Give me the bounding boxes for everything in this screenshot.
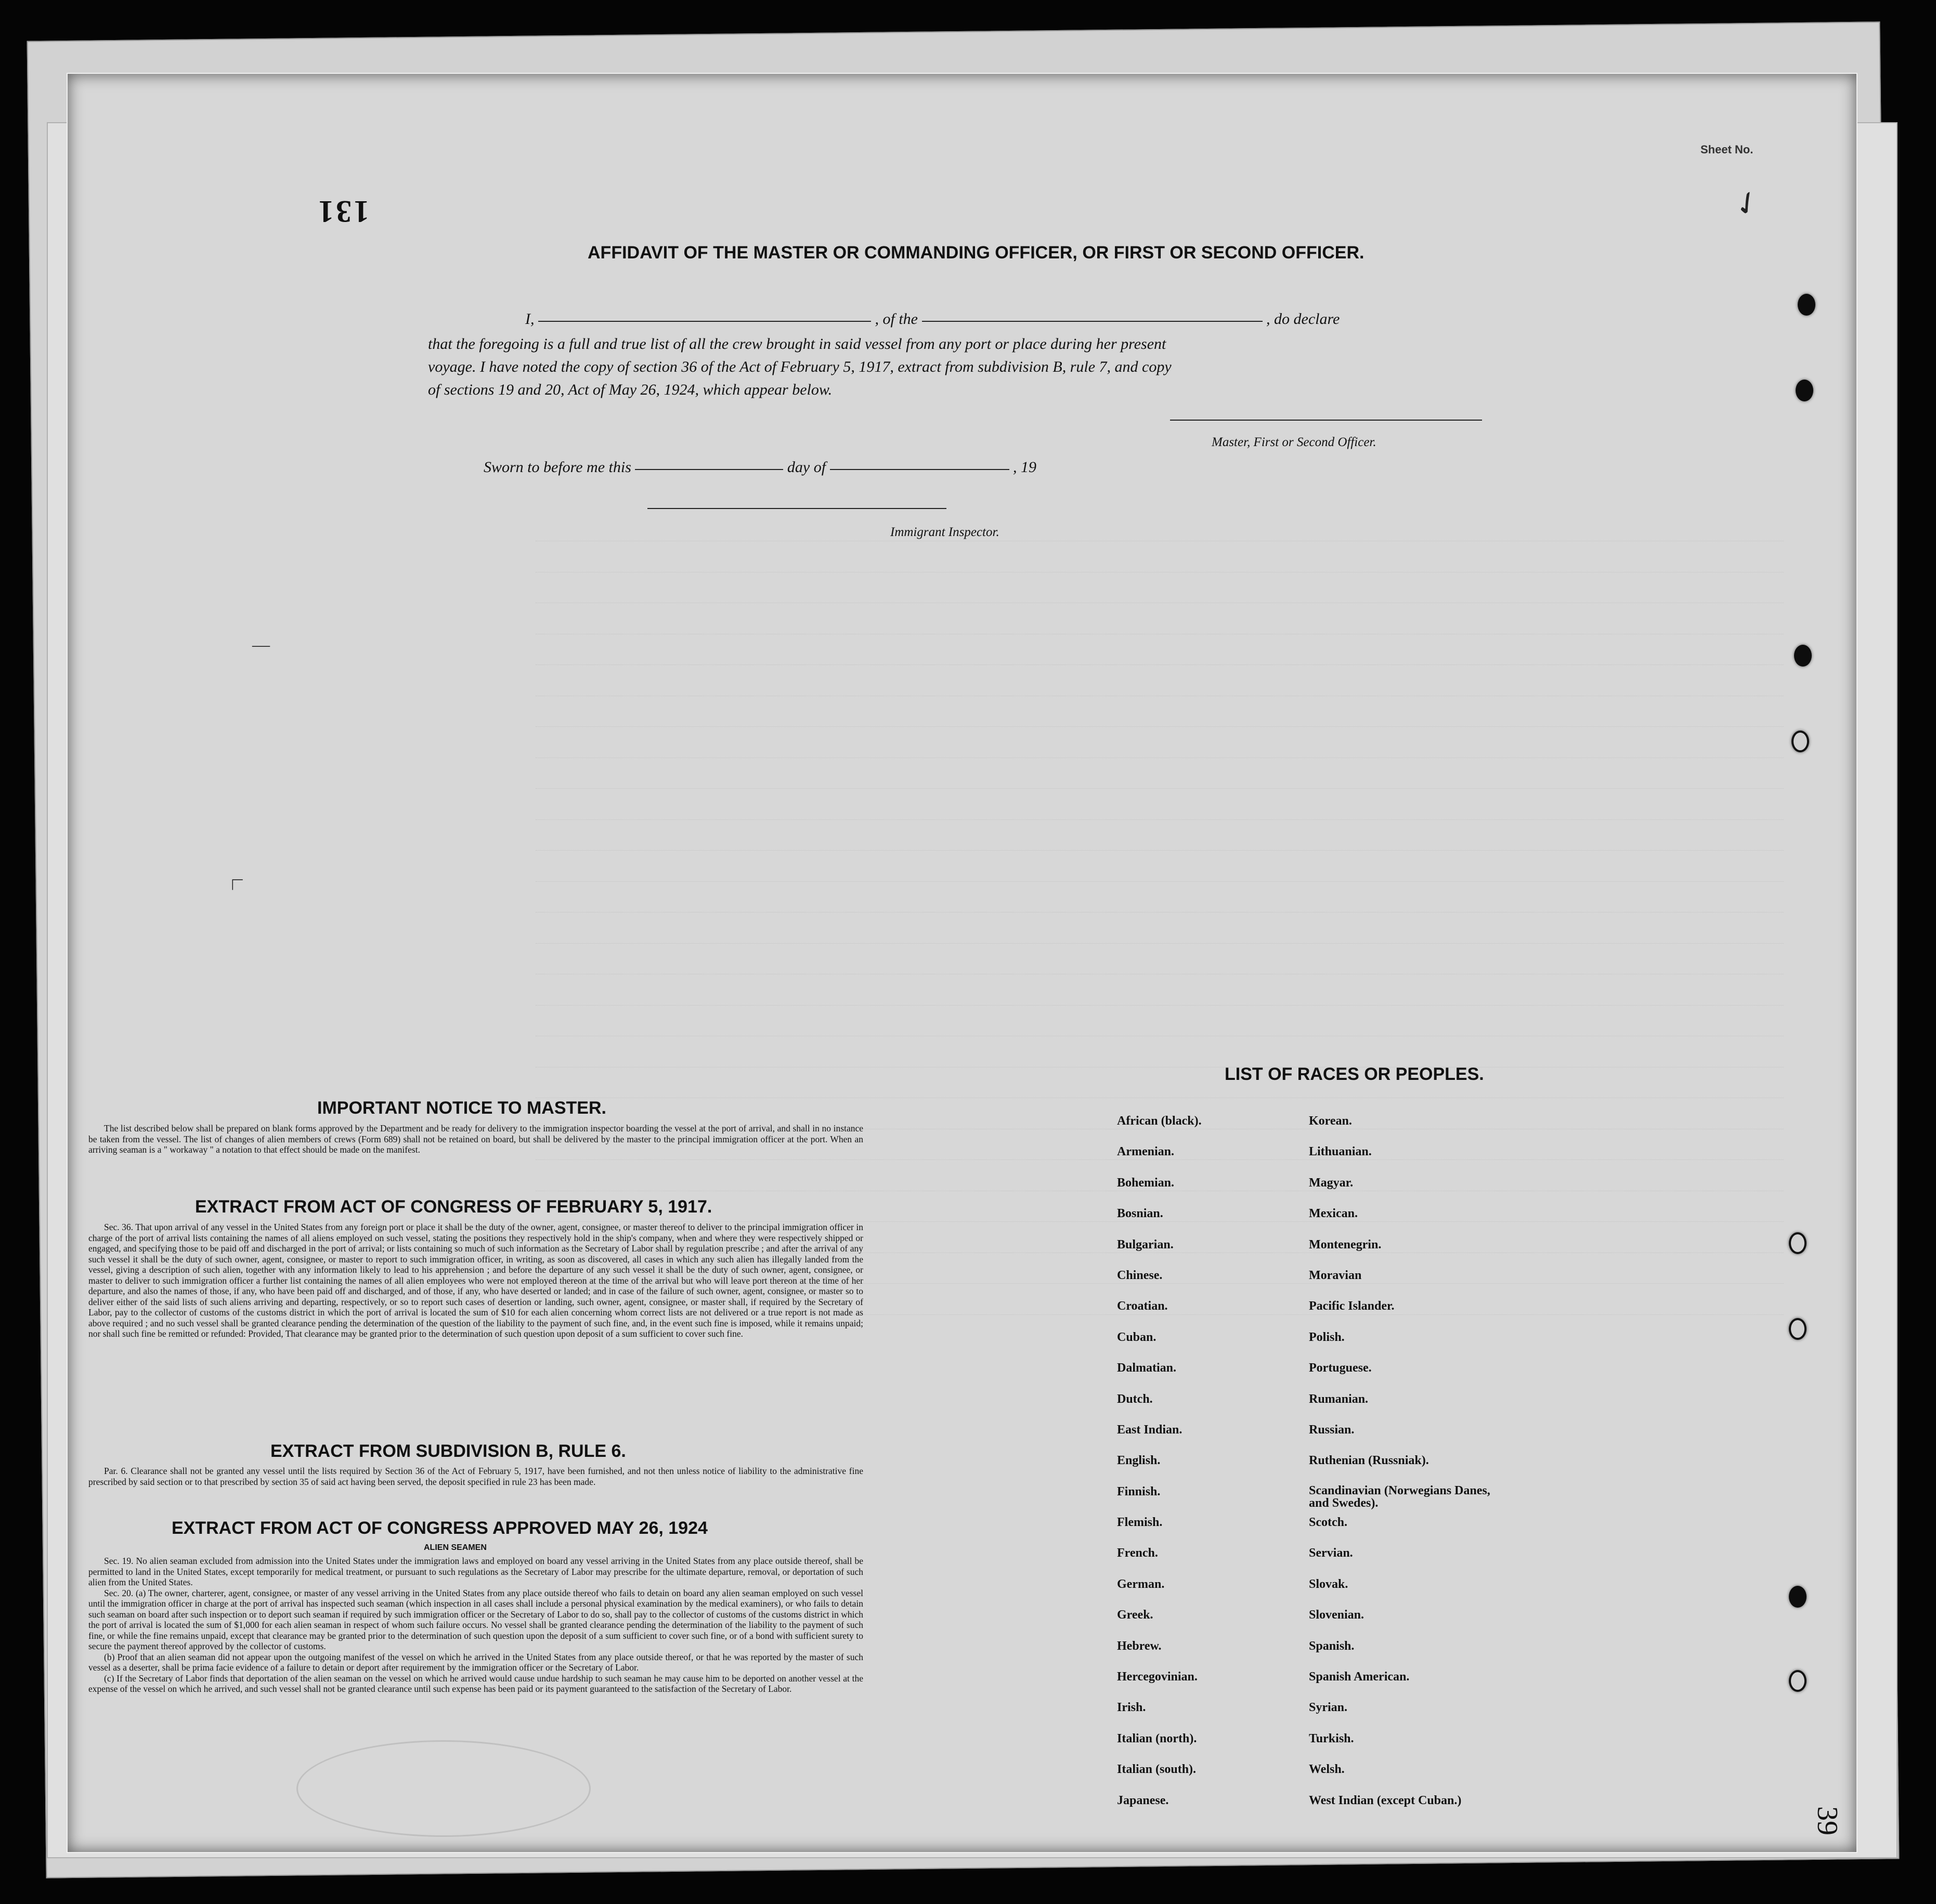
race-item: Irish. — [1117, 1701, 1146, 1715]
sworn-year: , 19 — [1013, 459, 1037, 476]
race-item: Italian (south). — [1117, 1763, 1197, 1777]
race-item: Montenegrin. — [1309, 1237, 1382, 1251]
race-item: Greek. — [1117, 1608, 1153, 1622]
race-item: French. — [1117, 1546, 1158, 1560]
punch-hole — [1796, 380, 1813, 401]
signature-line[interactable] — [1170, 420, 1482, 421]
important-notice-paragraph: The list described below shall be prepared on blank forms approved by the Department and be ready for delivery to the immigration inspector boarding the vessel at the port of arrival, and shall in no instance be taken from the vessel. The list of changes of alien members of crews (Form 689) shall not be retained on board, but shall be delivered by the master to the principal immigration officer at the port. When an arriving seaman is a " workaway " a notation to that effect should be made on the manifest. — [88, 1123, 863, 1155]
sec-20c-paragraph: (c) If the Secretary of Labor finds that deportation of the alien seaman on the vessel on which he arrived would cause undue hardship to such seaman he may cause him to be deported on another vessel at the expense of the vessel on which he arrived, and such vessel shall not be granted clearance until such expense has been paid or its payment guaranteed to the satisfaction of the Secretary of Labor. — [88, 1673, 863, 1694]
punch-hole — [1798, 294, 1815, 316]
races-left-column — [1117, 1114, 1315, 1824]
extract-rule6-paragraph: Par. 6. Clearance shall not be granted any vessel until the lists required by Section 36 of the Act of February 5, 1917, have been furnished, and not then unless notice of liability to the administrative fine prescribed by said section or to that prescribed by section 35 of said act having been served, the deposit specified in rule 23 has been made. — [88, 1466, 863, 1487]
alien-seamen-subheading: ALIEN SEAMEN — [424, 1543, 487, 1552]
affidavit-heading: AFFIDAVIT OF THE MASTER OR COMMANDING OFFICER, OR FIRST OR SECOND OFFICER. — [588, 243, 1365, 263]
races-right-column — [1309, 1114, 1506, 1824]
race-item: Hercegovinian. — [1117, 1670, 1198, 1684]
race-item: Bosnian. — [1117, 1207, 1163, 1221]
affidavit-body-line-3: of sections 19 and 20, Act of May 26, 1924, which appear below. — [428, 381, 833, 398]
race-item: Spanish American. — [1309, 1670, 1410, 1684]
race-item: Welsh. — [1309, 1763, 1345, 1777]
sheet-label: Sheet No. — [1700, 143, 1753, 156]
sworn-day-field[interactable] — [635, 467, 783, 470]
race-item: Servian. — [1309, 1546, 1353, 1560]
faded-stamp — [296, 1740, 591, 1837]
bleed-through-row — [536, 681, 1784, 696]
race-item: Scotch. — [1309, 1516, 1347, 1530]
sec-20a-paragraph: Sec. 20. (a) The owner, charterer, agent, consignee, or master of any vessel arriving in the United States from any place outside thereof who fails to detain on board any alien seaman employed on such vessel until the immigration officer in charge at the port of arrival has inspected such seaman (which inspection in all cases shall include a personal physical examination by the medical examiners), or who fails to detain such seaman on board after such inspection or to deport such seaman if required by such immigration officer or the Secretary of Labor to do so, shall pay to the collector of customs of the customs district in which the port of arrival is located the sum of $1,000 for each alien seaman in respect of whom such failure occurs. No vessel shall be granted clearance pending the determination of the liability to the payment of such fine, or while the fine remains unpaid, except that clearance may be granted prior to the determination of such question upon the deposit of a sum sufficient to cover such fine, or of a bond with sufficient surety to secure the payment thereof approved by the collector of customs. — [88, 1587, 863, 1651]
signature-caption: Master, First or Second Officer. — [1212, 435, 1376, 449]
punch-hole — [1789, 1232, 1807, 1254]
punch-hole — [1789, 1586, 1807, 1608]
extract-1924-text — [88, 1556, 863, 1694]
race-item: Russian. — [1309, 1423, 1355, 1437]
bleed-through-row — [536, 743, 1784, 758]
bleed-through-row — [536, 897, 1784, 912]
bleed-through-row — [536, 990, 1784, 1006]
race-item: Hebrew. — [1117, 1639, 1162, 1653]
punch-hole — [1789, 1670, 1807, 1692]
punch-hole — [1789, 1318, 1807, 1340]
sworn-day-of: day of — [787, 459, 826, 476]
pen-mark: ✓ — [1727, 182, 1768, 226]
manifest-page — [67, 73, 1857, 1853]
margin-note: 39 — [1811, 1806, 1843, 1835]
race-item: Slovenian. — [1309, 1608, 1365, 1622]
extract-1917-paragraph: Sec. 36. That upon arrival of any vessel in the United States from any foreign port or place it shall be the duty of the owner, agent, consignee, or master thereof to deliver to the principal immigration officer in charge of the port of arrival lists containing the names of all aliens employed on such vessel, stating the positions they respectively hold in the ship's company, when and where they were respectively shipped or engaged, and specifying those to be paid off and discharged in the port of arrival; or lists containing so much of such information as the Secretary of Labor shall by regulation prescribe ; and after the arrival of any such vessel it shall be the duty of such owner, agent, consignee, or master to report to such immigration officer, in writing, as soon as discovered, all cases in which any such alien has illegally landed from the vessel, giving a description of such alien, together with any information likely to lead to his apprehension ; and before the departure of any such vessel it shall be the duty of such owner, agent, consignee, or master to deliver to such immigration officer a further list containing the names of all alien employees who were not employed thereon at the time of the arrival but who will leave port thereon at the time of her departure, and also the names of those, if any, who have been paid off and discharged, and of those, if any, who have deserted or landed; and in case of the failure of such owner, agent, consignee, or master so to deliver either of the said lists of such aliens arriving and departing, respectively, or so to report such cases of desertion or landing, such owner, agent, consignee, or master shall, if required by the Secretary of Labor, pay to the collector of customs of the customs district in which the port of arrival is located the sum of $10 for each alien concerning whom correct lists are not delivered or a true report is not made as above required ; and no such vessel shall be granted clearance pending the determination of the question of the liability to the payment of such fine, and, in the event such fine is imposed, while it remains unpaid; nor shall such fine be remitted or refunded: Provided, That clearance may be granted prior to the determination of such question upon deposit of a sum sufficient to cover such fine. — [88, 1222, 863, 1339]
extract-1917-text — [88, 1222, 863, 1339]
bleed-through-row — [536, 1021, 1784, 1036]
bleed-through-row — [536, 650, 1784, 665]
race-item: Armenian. — [1117, 1145, 1174, 1159]
affidavit-do-declare: , do declare — [1266, 310, 1340, 328]
race-item: Ruthenian (Russniak). — [1309, 1454, 1429, 1468]
sworn-prefix: Sworn to before me this — [484, 459, 631, 476]
affidavit-body-line-2: voyage. I have noted the copy of section 36 of the Act of February 5, 1917, extract from subdivision B, rule 7, and copy — [428, 358, 1172, 375]
race-item: Korean. — [1309, 1114, 1352, 1128]
extract-1917-heading: EXTRACT FROM ACT OF CONGRESS OF FEBRUARY 5, 1917. — [195, 1197, 712, 1217]
extract-1924-heading: EXTRACT FROM ACT OF CONGRESS APPROVED MAY 26, 1924 — [172, 1518, 708, 1538]
sworn-line — [484, 459, 1036, 476]
race-item: Polish. — [1309, 1330, 1345, 1344]
race-item: Syrian. — [1309, 1701, 1348, 1715]
important-notice-heading: IMPORTANT NOTICE TO MASTER. — [317, 1098, 606, 1118]
bleed-through-row — [536, 712, 1784, 727]
race-item: Finnish. — [1117, 1484, 1161, 1498]
race-item: Flemish. — [1117, 1516, 1163, 1530]
bleed-through-row — [536, 557, 1784, 572]
bleed-through-row — [536, 836, 1784, 851]
race-item: African (black). — [1117, 1114, 1202, 1128]
race-item: Scandinavian (Norwegians Danes, and Swedes). — [1309, 1483, 1490, 1510]
bleed-through-row — [536, 867, 1784, 882]
extract-rule6-heading: EXTRACT FROM SUBDIVISION B, RULE 6. — [270, 1441, 626, 1461]
affidavit-of-the: , of the — [875, 310, 918, 328]
race-item: Magyar. — [1309, 1176, 1354, 1190]
pen-mark: ∟ — [228, 876, 248, 893]
inspector-signature-line[interactable] — [647, 508, 946, 509]
sec-20b-paragraph: (b) Proof that an alien seaman did not appear upon the outgoing manifest of the vessel on which he arrived in the United States from any place outside thereof, or that he was reported by the master of such vessel as a deserter, shall be prima facie evidence of a failure to detain or deport after requirement by the immigration officer or the Secretary of Labor. — [88, 1651, 863, 1673]
vessel-name-field[interactable] — [922, 319, 1263, 322]
bleed-through-row — [536, 805, 1784, 820]
punch-hole — [1794, 645, 1812, 667]
race-item: Croatian. — [1117, 1299, 1168, 1313]
bleed-through-row — [536, 526, 1784, 541]
race-item: Dutch. — [1117, 1392, 1153, 1406]
punch-hole — [1791, 731, 1809, 752]
bleed-through-row — [536, 1052, 1784, 1067]
corner-number: 131 — [316, 194, 369, 229]
affidavit-body-line-1: that the foregoing is a full and true list of all the crew brought in said vessel from any port or place during her present — [428, 335, 1166, 353]
race-item: Mexican. — [1309, 1207, 1358, 1221]
race-item: Spanish. — [1309, 1639, 1355, 1653]
race-item: Bulgarian. — [1117, 1237, 1174, 1251]
race-item: Turkish. — [1309, 1731, 1354, 1745]
race-item: Portuguese. — [1309, 1361, 1372, 1375]
race-item: Bohemian. — [1117, 1176, 1175, 1190]
inspector-caption: Immigrant Inspector. — [890, 525, 999, 539]
race-item: Cuban. — [1117, 1330, 1157, 1344]
race-item: Chinese. — [1117, 1268, 1163, 1282]
race-item: German. — [1117, 1577, 1165, 1591]
race-item: Italian (north). — [1117, 1731, 1197, 1745]
affidavit-declaration-line — [525, 310, 1340, 328]
race-item: Moravian — [1309, 1268, 1362, 1282]
race-item: Lithuanian. — [1309, 1145, 1372, 1159]
race-item: Japanese. — [1117, 1793, 1169, 1807]
bleed-through-row — [536, 588, 1784, 603]
bleed-through-row — [536, 929, 1784, 944]
sec-19-paragraph: Sec. 19. No alien seaman excluded from admission into the United States under the immigration laws and employed on board any vessel arriving in the United States from any place outside thereof, shall be permitted to land in the United States, except temporarily for medical treatment, or pursuant to such regulations as the Secretary of Labor may prescribe for the ultimate departure, removal, or deportation of such alien from the United States. — [88, 1556, 863, 1587]
bleed-through-row — [536, 959, 1784, 974]
race-item: English. — [1117, 1454, 1161, 1468]
race-item: Slovak. — [1309, 1577, 1348, 1591]
extract-rule6-text — [88, 1466, 863, 1487]
race-item: East Indian. — [1117, 1423, 1183, 1437]
race-item: West Indian (except Cuban.) — [1309, 1793, 1462, 1807]
race-item: Pacific Islander. — [1309, 1299, 1395, 1313]
important-notice-text — [88, 1123, 863, 1155]
pen-mark: — — [252, 635, 270, 655]
bleed-through-row — [536, 1083, 1784, 1098]
bleed-through-row — [536, 619, 1784, 634]
sworn-month-field[interactable] — [830, 467, 1009, 470]
bleed-through-row — [536, 774, 1784, 789]
race-item: Rumanian. — [1309, 1392, 1369, 1406]
races-heading: LIST OF RACES OR PEOPLES. — [1225, 1064, 1484, 1084]
master-name-field[interactable] — [538, 319, 871, 322]
race-item: Dalmatian. — [1117, 1361, 1176, 1375]
affidavit-i: I, — [525, 310, 535, 328]
